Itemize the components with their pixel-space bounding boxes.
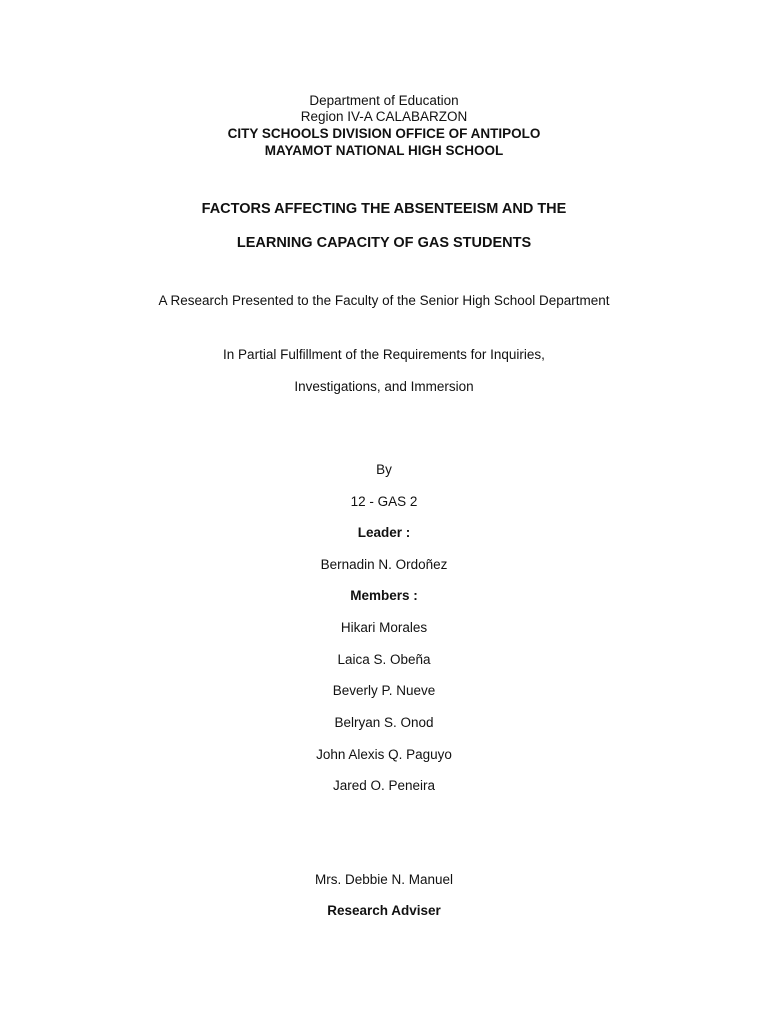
member-name: John Alexis Q. Paguyo [316, 747, 452, 762]
member-name: Jared O. Peneira [332, 778, 436, 793]
leader-label: Leader : [357, 525, 411, 540]
fulfillment-line-2: Investigations, and Immersion [294, 379, 474, 394]
region-name: Region IV-A CALABARZON [300, 109, 468, 124]
fulfillment-line-1: In Partial Fulfillment of the Requirements for Inquiries, [223, 347, 545, 362]
members-label: Members : [350, 588, 418, 603]
leader-name: Bernadin N. Ordoñez [320, 557, 448, 572]
presentation-statement: A Research Presented to the Faculty of the Senior High School Department [158, 293, 610, 308]
school-name: MAYAMOT NATIONAL HIGH SCHOOL [264, 143, 504, 158]
adviser-name: Mrs. Debbie N. Manuel [314, 872, 454, 887]
member-name: Laica S. Obeña [337, 652, 431, 667]
adviser-role: Research Adviser [327, 903, 441, 918]
by-label: By [376, 462, 392, 477]
member-name: Beverly P. Nueve [332, 683, 436, 698]
research-title-line-1: FACTORS AFFECTING THE ABSENTEEISM AND THE [201, 201, 567, 217]
member-name: Belryan S. Onod [334, 715, 434, 730]
member-name: Hikari Morales [340, 620, 428, 635]
section-name: 12 - GAS 2 [350, 494, 418, 509]
division-name: CITY SCHOOLS DIVISION OFFICE OF ANTIPOLO [227, 126, 541, 141]
research-title-line-2: LEARNING CAPACITY OF GAS STUDENTS [236, 235, 532, 251]
department-name: Department of Education [309, 93, 459, 108]
